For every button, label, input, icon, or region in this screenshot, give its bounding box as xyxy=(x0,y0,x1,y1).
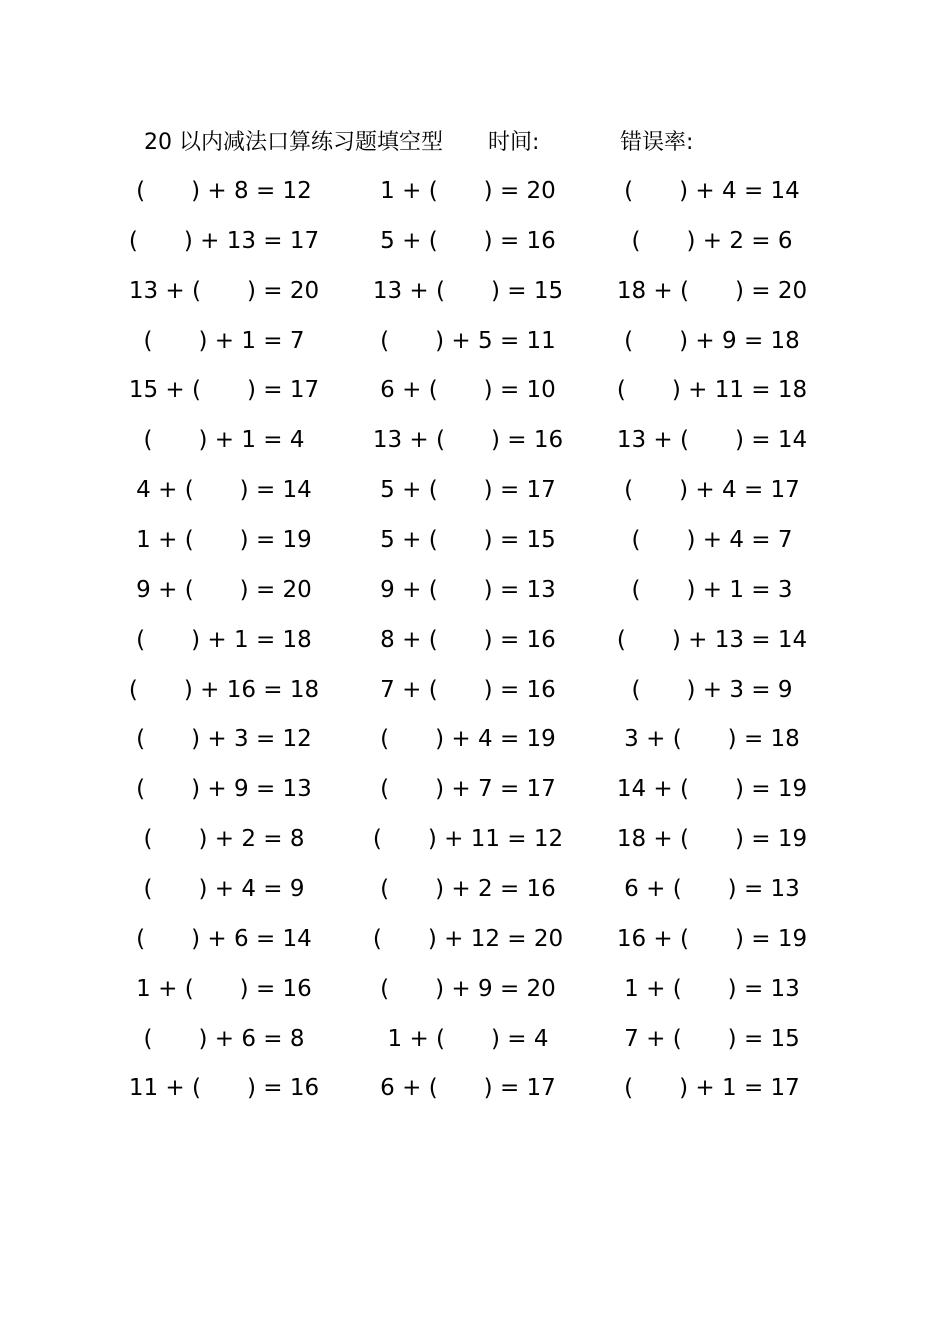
problem-item: 5 + ( ) = 15 xyxy=(380,527,556,554)
problem-row xyxy=(0,871,950,921)
problem-item: 6 + ( ) = 13 xyxy=(624,876,800,903)
problem-row xyxy=(0,472,950,522)
problem-item: ( ) + 1 = 3 xyxy=(631,576,793,603)
problem-row xyxy=(0,372,950,422)
problem-grid xyxy=(0,173,950,1120)
problem-row xyxy=(0,1070,950,1120)
problem-item: 6 + ( ) = 17 xyxy=(380,1075,556,1102)
problem-item: 15 + ( ) = 17 xyxy=(128,377,320,404)
problem-item: ( ) + 1 = 18 xyxy=(136,626,312,653)
worksheet-header xyxy=(0,126,950,160)
problem-item: 13 + ( ) = 16 xyxy=(372,427,564,454)
problem-item: 18 + ( ) = 20 xyxy=(616,277,808,304)
problem-item: ( ) + 16 = 18 xyxy=(128,676,320,703)
problem-item: 1 + ( ) = 13 xyxy=(624,975,800,1002)
problem-item: 7 + ( ) = 15 xyxy=(624,1025,800,1052)
problem-item: 5 + ( ) = 17 xyxy=(380,477,556,504)
problem-item: ( ) + 4 = 7 xyxy=(631,527,793,554)
problem-item: ( ) + 1 = 17 xyxy=(624,1075,800,1102)
problem-item: ( ) + 2 = 6 xyxy=(631,227,793,254)
problem-row xyxy=(0,323,950,373)
problem-item: ( ) + 1 = 4 xyxy=(143,427,305,454)
problem-item: ( ) + 4 = 9 xyxy=(143,876,305,903)
problem-item: ( ) + 4 = 19 xyxy=(380,726,556,753)
problem-row xyxy=(0,672,950,722)
problem-row xyxy=(0,622,950,672)
problem-row xyxy=(0,1021,950,1071)
problem-row xyxy=(0,173,950,223)
problem-item: 8 + ( ) = 16 xyxy=(380,626,556,653)
error-rate-label: 错误率: xyxy=(620,130,694,155)
problem-item: 11 + ( ) = 16 xyxy=(128,1075,320,1102)
problem-item: ( ) + 2 = 16 xyxy=(380,876,556,903)
problem-item: ( ) + 6 = 14 xyxy=(136,925,312,952)
problem-item: ( ) + 9 = 20 xyxy=(380,975,556,1002)
problem-row xyxy=(0,422,950,472)
problem-item: ( ) + 2 = 8 xyxy=(143,826,305,853)
problem-item: ( ) + 5 = 11 xyxy=(380,327,556,354)
problem-item: 1 + ( ) = 20 xyxy=(380,178,556,204)
problem-row xyxy=(0,921,950,971)
problem-row xyxy=(0,971,950,1021)
problem-item: 5 + ( ) = 16 xyxy=(380,227,556,254)
problem-item: ( ) + 11 = 18 xyxy=(616,377,808,404)
worksheet-title: 20 以内减法口算练习题填空型 xyxy=(144,130,443,155)
problem-item: 3 + ( ) = 18 xyxy=(624,726,800,753)
time-label: 时间: xyxy=(488,130,540,155)
problem-item: 18 + ( ) = 19 xyxy=(616,826,808,853)
problem-item: 13 + ( ) = 15 xyxy=(372,277,564,304)
problem-item: 9 + ( ) = 13 xyxy=(380,576,556,603)
problem-item: 13 + ( ) = 14 xyxy=(616,427,808,454)
problem-row xyxy=(0,821,950,871)
problem-item: ( ) + 9 = 18 xyxy=(624,327,800,354)
problem-item: ( ) + 13 = 14 xyxy=(616,626,808,653)
problem-item: ( ) + 3 = 9 xyxy=(631,676,793,703)
problem-item: 14 + ( ) = 19 xyxy=(616,776,808,803)
problem-item: ( ) + 4 = 14 xyxy=(624,178,800,204)
problem-item: 13 + ( ) = 20 xyxy=(128,277,320,304)
problem-item: ( ) + 9 = 13 xyxy=(136,776,312,803)
problem-item: ( ) + 3 = 12 xyxy=(136,726,312,753)
problem-item: ( ) + 4 = 17 xyxy=(624,477,800,504)
problem-item: ( ) + 11 = 12 xyxy=(372,826,564,853)
problem-item: 7 + ( ) = 16 xyxy=(380,676,556,703)
problem-item: ( ) + 13 = 17 xyxy=(128,227,320,254)
problem-row xyxy=(0,522,950,572)
problem-item: 16 + ( ) = 19 xyxy=(616,925,808,952)
problem-item: ( ) + 6 = 8 xyxy=(143,1025,305,1052)
problem-item: ( ) + 8 = 12 xyxy=(136,178,312,204)
problem-item: ( ) + 1 = 7 xyxy=(143,327,305,354)
problem-row xyxy=(0,572,950,622)
problem-item: ( ) + 12 = 20 xyxy=(372,925,564,952)
problem-row xyxy=(0,721,950,771)
problem-item: 4 + ( ) = 14 xyxy=(136,477,312,504)
problem-item: 1 + ( ) = 4 xyxy=(387,1025,549,1052)
problem-item: 1 + ( ) = 16 xyxy=(136,975,312,1002)
problem-item: 9 + ( ) = 20 xyxy=(136,576,312,603)
problem-row xyxy=(0,771,950,821)
problem-row xyxy=(0,273,950,323)
problem-row xyxy=(0,223,950,273)
problem-item: ( ) + 7 = 17 xyxy=(380,776,556,803)
problem-item: 1 + ( ) = 19 xyxy=(136,527,312,554)
problem-item: 6 + ( ) = 10 xyxy=(380,377,556,404)
